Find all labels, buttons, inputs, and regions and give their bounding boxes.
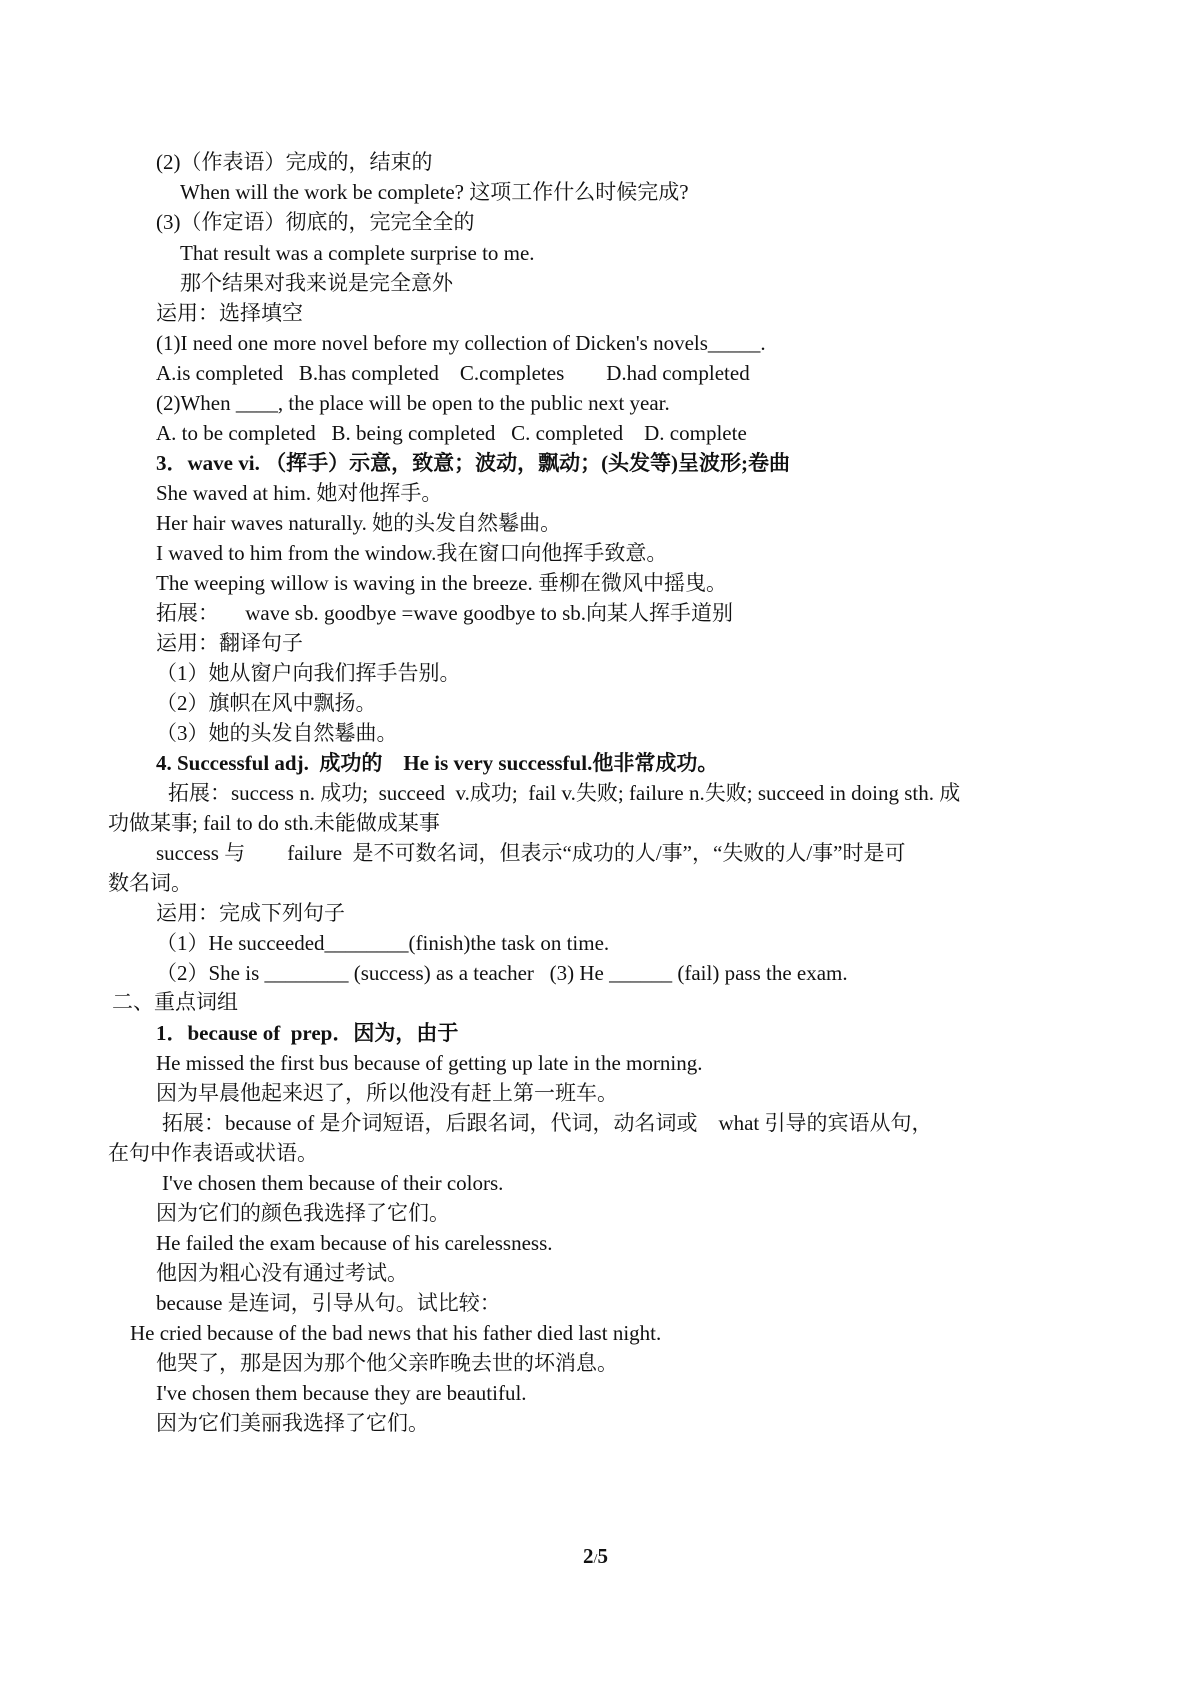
text-line: (3)（作定语）彻底的，完完全全的 [156,210,475,234]
text-line: I've chosen them because they are beautiful. [156,1381,527,1405]
text-line: 拓展： wave sb. goodbye =wave goodbye to sb.向某人挥手道别 [156,601,734,625]
text-line: 运用：完成下列句子 [156,901,345,925]
text-line: 在句中作表语或状语。 [108,1141,318,1165]
text-line: 他哭了，那是因为那个他父亲昨晚去世的坏消息。 [156,1351,618,1375]
section-heading: 二、重点词组 [112,990,238,1014]
text-line: (1)I need one more novel before my collection of Dicken's novels_____. [156,331,766,355]
text-line: She waved at him. 她对他挥手。 [156,481,443,505]
text-line: The weeping willow is waving in the breeze. 垂柳在微风中摇曳。 [156,571,727,595]
text-line: He cried because of the bad news that his father died last night. [130,1321,662,1345]
page-separator: / [593,1552,598,1567]
text-line: success 与 failure 是不可数名词，但表示“成功的人/事”，“失败的人/事”时是可 [156,841,906,865]
text-line: because 是连词，引导从句。试比较： [156,1291,501,1315]
text-line: （3）她的头发自然鬈曲。 [156,721,398,745]
text-line: He missed the first bus because of getting up late in the morning. [156,1051,703,1075]
text-line: A.is completed B.has completed C.completes D.had completed [156,361,750,385]
text-line: 拓展：because of 是介词短语，后跟名词，代词，动名词或 what 引导的宾语从句， [162,1111,933,1135]
text-line: That result was a complete surprise to me. [180,241,535,265]
text-line: I waved to him from the window.我在窗口向他挥手致意。 [156,541,668,565]
text-line: He failed the exam because of his carelessness. [156,1231,553,1255]
text-line: When will the work be complete? 这项工作什么时候完成? [180,180,689,204]
page-current: 2 [583,1544,594,1568]
text-line: （2）She is ________ (success) as a teacher (3) He ______ (fail) pass the exam. [156,961,848,985]
text-line: I've chosen them because of their colors. [162,1171,504,1195]
page-number [0,1544,1191,1572]
section-heading: 4. Successful adj. 成功的 He is very successful.他非常成功。 [156,751,719,775]
text-line: Her hair waves naturally. 她的头发自然鬈曲。 [156,511,562,535]
text-line: (2)（作表语）完成的，结束的 [156,150,433,174]
page-total: 5 [597,1544,608,1568]
text-line: （1）He succeeded________(finish)the task on time. [156,931,610,955]
text-line: 拓展：success n. 成功; succeed v.成功; fail v.失败; failure n.失败; succeed in doing sth. 成 [168,781,961,805]
text-line: 运用：翻译句子 [156,631,303,655]
section-heading: 3．wave vi. （挥手）示意，致意；波动，飘动；(头发等)呈波形;卷曲 [156,451,791,475]
text-line: 他因为粗心没有通过考试。 [156,1261,408,1285]
section-heading: 1．because of prep．因为，由于 [156,1021,459,1045]
text-line: 因为它们美丽我选择了它们。 [156,1411,429,1435]
text-line: （2）旗帜在风中飘扬。 [156,691,377,715]
text-line: 运用：选择填空 [156,301,303,325]
text-line: A. to be completed B. being completed C. completed D. complete [156,421,747,445]
text-line: (2)When ____, the place will be open to the public next year. [156,391,670,415]
text-line: 功做某事; fail to do sth.未能做成某事 [108,811,440,835]
text-line: 那个结果对我来说是完全意外 [180,271,453,295]
text-line: （1）她从窗户向我们挥手告别。 [156,661,461,685]
text-line: 因为它们的颜色我选择了它们。 [156,1201,450,1225]
text-line: 因为早晨他起来迟了，所以他没有赶上第一班车。 [156,1081,618,1105]
text-line: 数名词。 [108,871,192,895]
